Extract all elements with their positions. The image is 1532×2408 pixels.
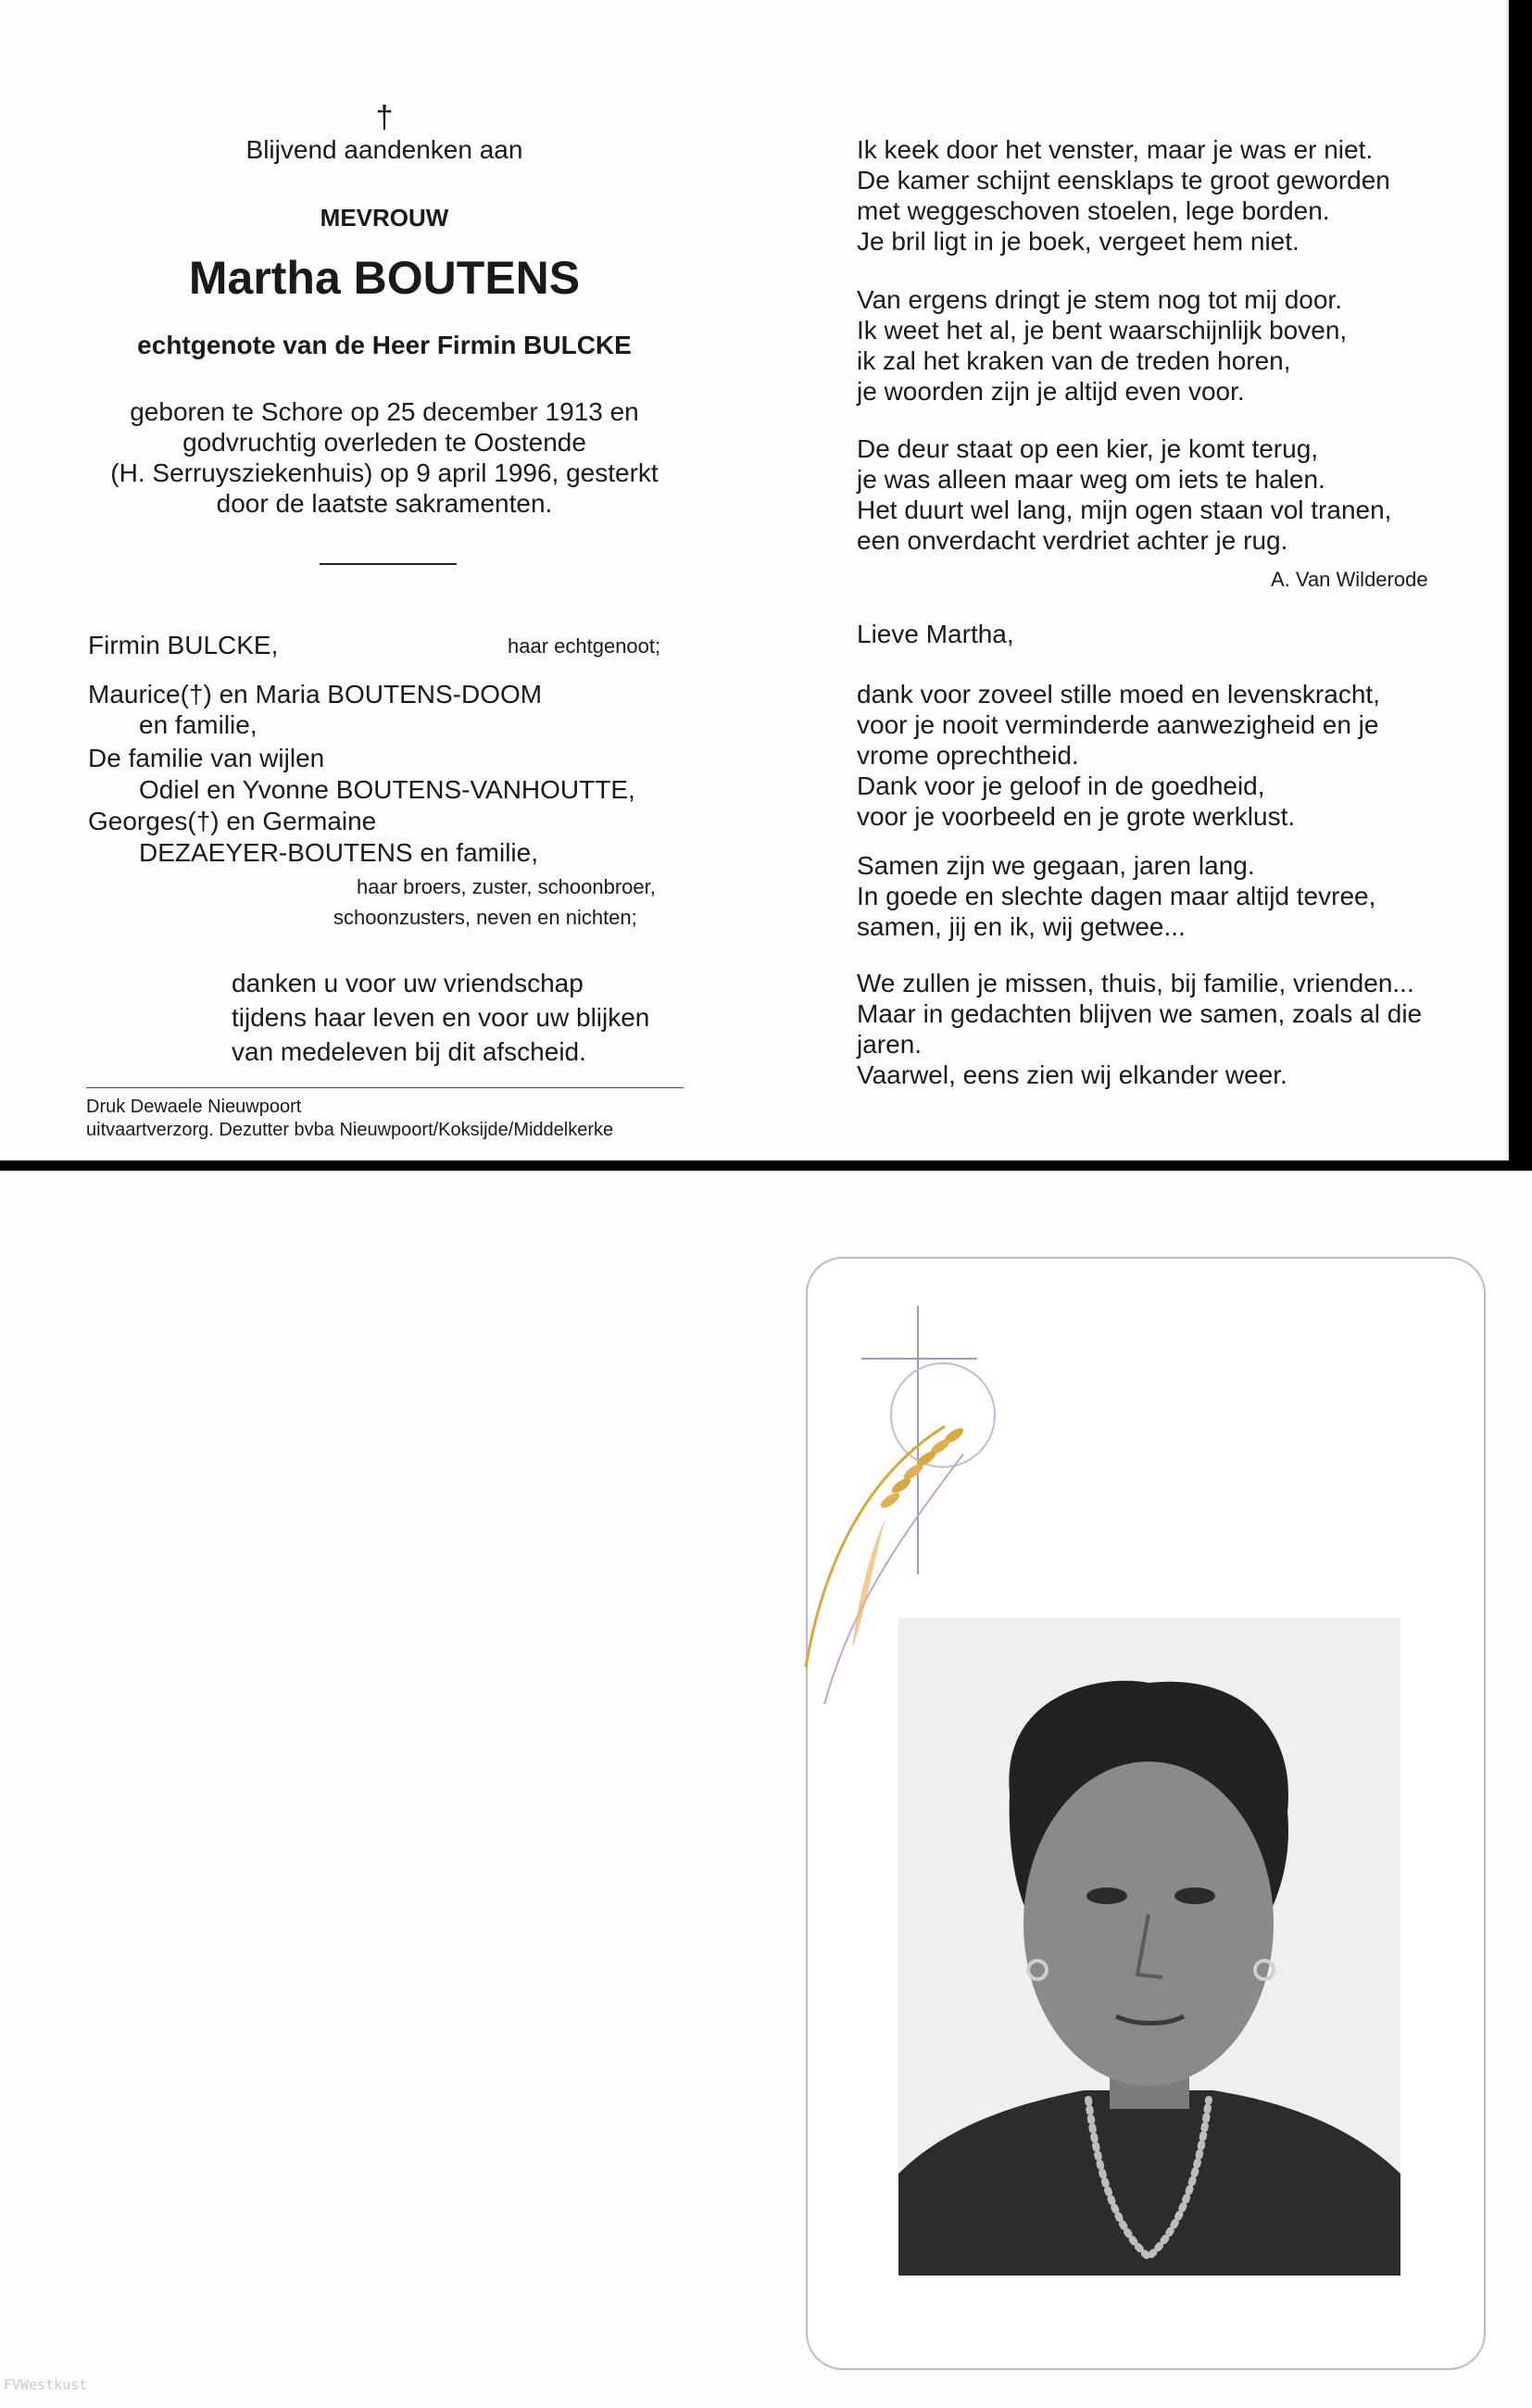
poem-line: De kamer schijnt eensklaps te groot geworden [857, 166, 1390, 194]
poem-line: Van ergens dringt je stem nog tot mij door. [857, 285, 1342, 314]
footer-rule [86, 1087, 684, 1088]
letter-line: voor je voorbeeld en je grote werklust. [857, 802, 1296, 831]
bio-line: (H. Serruysziekenhuis) op 9 april 1996, gesterkt [110, 458, 659, 487]
mourner-role: haar echtgenoot; [508, 634, 661, 658]
family-line: en familie, [139, 710, 257, 739]
left-eye [1086, 1888, 1127, 1904]
halo-circle [891, 1363, 995, 1467]
poem-stanza [857, 134, 1390, 257]
right-eye [1174, 1888, 1215, 1904]
letter-line: Maar in gedachten blijven we samen, zoals al die [857, 999, 1423, 1028]
cross-symbol: † [375, 100, 394, 135]
letter-line: vrome oprechtheid. [857, 741, 1079, 770]
poem-line: een onverdacht verdriet achter je rug. [857, 526, 1288, 555]
portrait-photo [898, 1618, 1400, 2276]
poem-line: met weggeschoven stoelen, lege borden. [857, 196, 1330, 225]
family-line: DEZAEYER-BOUTENS en familie, [139, 838, 538, 867]
bio-block [37, 396, 732, 519]
family-line: Georges(†) en Germaine [88, 807, 377, 835]
bio-line: godvruchtig overleden te Oostende [182, 428, 586, 457]
undertaker-credit: uitvaartverzorg. Dezutter bvba Nieuwpoort/Koksijde/Middelkerke [86, 1120, 614, 1140]
mourner-name: Firmin BULCKE, [88, 631, 279, 659]
poem-line: ik zal het kraken van de treden horen, [857, 346, 1291, 375]
poem-line: Het duurt wel lang, mijn ogen staan vol tranen, [857, 495, 1392, 524]
spouse-line: echtgenote van de Heer Firmin BULCKE [137, 331, 632, 359]
thanks-line: danken u voor uw vriendschap [232, 969, 584, 997]
letter-paragraph [857, 679, 1380, 832]
salutation: Lieve Martha, [857, 620, 1014, 648]
letter-paragraph [857, 850, 1375, 942]
poem-line: De deur staat op een kier, je komt terug, [857, 434, 1319, 463]
letter-line: samen, jij en ik, wij getwee... [857, 912, 1186, 941]
poem-stanza [857, 284, 1347, 407]
family-line: Maurice(†) en Maria BOUTENS-DOOM [88, 680, 543, 709]
letter-line: In goede en slechte dagen maar altijd tevree, [857, 882, 1376, 910]
family-line: haar broers, zuster, schoonbroer, [357, 875, 656, 898]
letter-line: Samen zijn we gegaan, jaren lang. [857, 851, 1255, 880]
letter-line: Vaarwel, eens zien wij elkander weer. [857, 1060, 1287, 1089]
letter-paragraph [857, 968, 1422, 1090]
portrait-illustration [898, 1618, 1400, 2276]
title-prefix: MEVROUW [320, 204, 449, 232]
letter-line: We zullen je missen, thuis, bij familie, vrienden... [857, 969, 1414, 997]
deceased-name: Martha BOUTENS [188, 252, 581, 304]
poem-line: Ik weet het al, je bent waarschijnlijk boven, [857, 316, 1348, 345]
family-line: schoonzusters, neven en nichten; [333, 906, 637, 929]
bio-line: geboren te Schore op 25 december 1913 en [130, 397, 639, 426]
poem-stanza [857, 433, 1391, 556]
letter-line: jaren. [857, 1030, 923, 1059]
poem-line: Je bril ligt in je boek, vergeet hem niet. [857, 227, 1300, 256]
letter-line: dank voor zoveel stille moed en levenskracht, [857, 680, 1380, 709]
wheat-leaf [852, 1519, 885, 1649]
family-line: Odiel en Yvonne BOUTENS-VANHOUTTE, [139, 775, 635, 804]
remembrance-line: Blijvend aandenken aan [245, 135, 523, 164]
letter-line: Dank voor je geloof in de goedheid, [857, 771, 1265, 800]
wheat-grain [878, 1490, 901, 1511]
watermark-label: FVWestkust [4, 2377, 88, 2393]
letter-line: voor je nooit verminderde aanwezigheid en je [857, 710, 1379, 739]
poem-line: je was alleen maar weg om iets te halen. [857, 465, 1325, 494]
poem-author: A. Van Wilderode [1271, 568, 1428, 591]
family-line: De familie van wijlen [88, 744, 325, 772]
poem-line: Ik keek door het venster, maar je was er niet. [857, 135, 1374, 164]
poem-line: je woorden zijn je altijd even voor. [857, 377, 1245, 406]
printer-credit: Druk Dewaele Nieuwpoort [86, 1097, 302, 1117]
separator-rule [320, 563, 457, 565]
bio-line: door de laatste sakramenten. [216, 489, 553, 518]
thanks-line: van medeleven bij dit afscheid. [232, 1037, 586, 1066]
thanks-line: tijdens haar leven en voor uw blijken [232, 1003, 650, 1032]
